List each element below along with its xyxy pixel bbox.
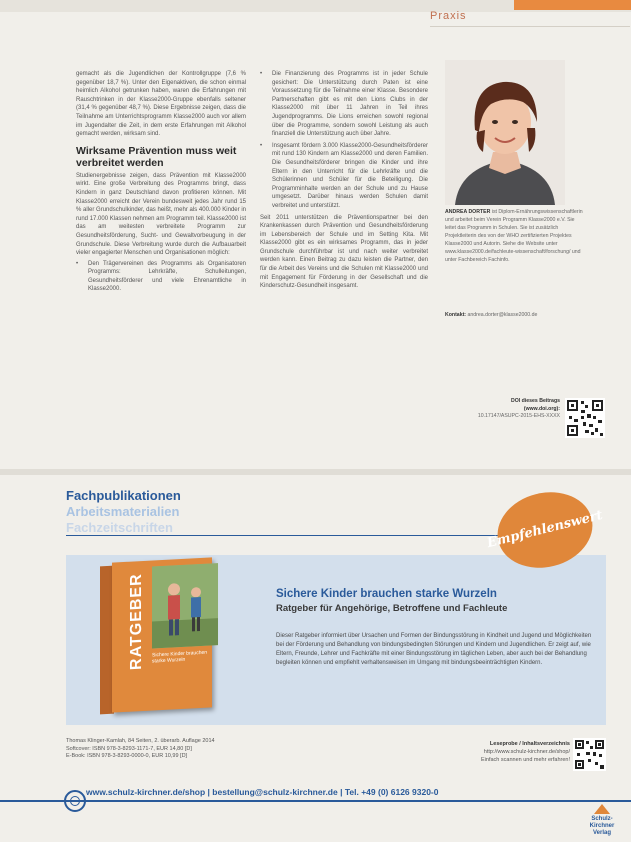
email-link[interactable]: bestellung@schulz-kirchner.de — [212, 787, 338, 797]
ad-subtitle: Ratgeber für Angehörige, Betroffene und Fachleute — [276, 603, 508, 614]
reading-sample-note: Einfach scannen und mehr erfahren! — [481, 757, 570, 763]
reading-sample-url[interactable]: http://www.schulz-kirchner.de/shop/ — [483, 749, 570, 755]
ad-rule — [66, 535, 548, 536]
doi-block — [460, 398, 560, 421]
paragraph: Studienergebnisse zeigen, dass Prävention mit Klasse2000 wirkt. Eine große Verbreitung des Programms bringt, dass Kindern in ganz Deutschland davon profitieren können. Mit Klasse2000 erreicht der Verein bundesweit jedes Jahr rund 15 % aller Grundschulkinder, das heißt, mehr als 400.000 Kinder in rund 17.000 Klassen nehmen am Programm teil. Klasse2000 ist das am weitesten verbreitete Programm zur Gesundheitsförderung, Sucht- und Gewaltvorbeugung in der Grundschule. Diese Verbreitung wurde durch die Aufbauarbeit vieler engagierter Menschen und Organisationen möglich: — [76, 172, 246, 257]
article-column-middle — [260, 70, 428, 293]
badge-text: Empfehlenswert — [485, 507, 605, 552]
pub-line: Thomas Klinger-Kamlah, 84 Seiten, 2. überarb. Auflage 2014 — [66, 738, 215, 744]
list-item: • Insgesamt fördern 3.000 Klasse2000-Gesundheitsförderer mit rund 130 Kindern am Klasse2000 und deren Familien. Die Gesundheitsförderer bringen die Kinder und ihre Eltern in den Unterricht für die Lehrkräfte und die Schülerinnen und Schüler für die Beteiligung. Die Programminhalte werden an der Schule und zu Hause umgesetzt. Darüber hinaus werden Schulen damit verbreitet und unterstützt. — [260, 142, 428, 211]
pub-line: Softcover: ISBN 978-3-8293-1171-7, EUR 14,80 [D] — [66, 745, 192, 752]
reading-sample-title: Leseprobe / Inhaltsverzeichnis — [489, 741, 570, 747]
qr-code-doi[interactable] — [565, 398, 605, 438]
qr-code-sample[interactable] — [573, 738, 606, 771]
ad-category: Fachzeitschriften — [66, 520, 173, 535]
section-rule — [430, 26, 630, 27]
phone-number: Tel. +49 (0) 6126 9320-0 — [344, 787, 439, 797]
book-cover[interactable] — [100, 560, 240, 720]
order-footer — [86, 786, 606, 798]
book-front — [112, 557, 212, 712]
paragraph: Seit 2011 unterstützen die Präventionspartner bei den Krankenkassen durch Prävention und Gesundheitsförderung im Lebensbereich der Schule und im Setting Kita. Mit Klasse2000 gibt es ein wirksames Programm, das in jeder Grundschule durchführbar ist und nach weiter verbreitet werden kann. Einen Beitrag zu dazu leisten die Partner, den für die Arbeit des Vereins und die Schulen mit Klasse2000 und mit Engagement für Förderung in der Gesellschaft und die Kinderschutz-Gesundheit insgesamt. — [260, 214, 428, 290]
section-heading: Wirksame Prävention muss weit verbreitet werden — [76, 144, 237, 169]
footer-separator: | — [337, 787, 345, 797]
footer-rule — [0, 800, 631, 802]
doi-value: 10.17147/ASUPC-2015-EHS-XXXX — [477, 413, 560, 419]
doi-title: DOI dieses Beitrags — [510, 398, 560, 404]
publisher-logo — [582, 804, 622, 837]
book-subtitle: Sichere Kinder brauchen starke Wurzeln — [152, 649, 208, 665]
children-photo — [152, 563, 218, 648]
doi-url[interactable]: (www.doi.org): — [523, 405, 560, 412]
contact — [445, 312, 585, 318]
author-photo — [445, 60, 565, 205]
book-photo — [152, 563, 218, 648]
ad-categories — [66, 488, 181, 536]
portrait-image — [445, 60, 565, 205]
section-accent-bar — [514, 0, 631, 10]
publication-info — [66, 738, 306, 761]
ad-title: Sichere Kinder brauchen starke Wurzeln — [276, 588, 497, 600]
footer-separator: | — [205, 787, 213, 797]
logo-text: Schulz-Kirchner Verlag — [589, 816, 615, 836]
ad-category: Fachpublikationen — [66, 488, 181, 503]
pub-line: E-Book: ISBN 978-3-8293-0000-0, EUR 10,99 [D] — [66, 753, 188, 760]
list-item: • Die Finanzierung des Programms ist in jeder Schule gesichert: Die Unterstützung durch Paten ist eine Voraussetzung für die Teilnahme einer Klasse. Besondere Partnerschaften gibt es mit den Lions Clubs in der Klasse2000 mit über 11 Jahren in Teil ihres Jugendprogramms. Die Lions erreichen sowohl regional über die Programme, sondern sowohl Leistung als auch finanziell die Unterstützung auch über Jahre. — [260, 70, 428, 139]
ad-category: Arbeitsmaterialien — [66, 504, 180, 519]
ad-description: Dieser Ratgeber informiert über Ursachen und Formen der Bindungsstörung in Kindheit und Jugend und Möglichkeiten bei der Förderung und Behandlung von bindungsbedingten Störungen und Kindern und Jugendlichen. Er zeigt auf, wie Eltern, Freunde, Lehrer und Fachkräfte mit einer Bindungsstörung im täglichen Leben, aber auch bei der Behandlung begleiten können und empfiehlt verhaltensweisen im Umgang mit bindungsbeeinträchtigten Kindern. — [276, 633, 592, 666]
author-bio-text: ist Diplom-Ernährungswissenschaftlerin und arbeitet beim Verein Programm Klasse2000 e.V. Sie leitet das Programm in Schulen. Sie ist zusätzlich Projektleiterin des von der WHO zertifizierten Projektes Klasse2000 und Autorin. Siehe die Website unter www.klasse2000.de/fachleute-wissenschaft/forschung/ und unter Fachbereich Fachinfo. — [445, 209, 583, 263]
shop-link[interactable]: www.schulz-kirchner.de/shop — [86, 787, 206, 797]
contact-email[interactable]: andrea.dorter@klasse2000.de — [467, 312, 538, 318]
qr-code-icon — [573, 738, 606, 771]
contact-label: Kontakt: — [445, 312, 467, 318]
book-series-title: RATGEBER — [128, 572, 145, 671]
logo-icon — [594, 804, 610, 814]
ad-divider — [0, 469, 631, 475]
paragraph: gemacht als die Jugendlichen der Kontrollgruppe (7,6 % gegenüber 18,7 %). Unter den Eigenaktiven, die schon einmal heimlich Alkohol getrunken haben, waren die Erfahrungen mit Rauschtrinken in der Klasse2000-Gruppe ebenfalls seltener (31,4 % gegenüber 48,7 %). Diese Ergebnisse zeigen, dass die Teilnahme am Unterrichtsprogramm Klasse2000 auch vor allem im Jugendalter die Zeit, in dem erste Erfahrungen mit Alkohol gemacht werden, wirksam sind. — [76, 71, 246, 138]
bullet-list — [76, 260, 246, 294]
qr-code-icon — [565, 398, 605, 438]
section-label: Praxis — [430, 10, 467, 22]
author-bio — [445, 208, 585, 264]
reading-sample — [400, 740, 570, 764]
list-item: • Den Trägervereinen des Programms als Organisatoren Programms: Lehrkräfte, Schulleitungen, Gesundheitsförderer und viele Ehrenamtliche in Klasse2000. — [76, 260, 246, 294]
author-name: ANDREA DORTER — [445, 209, 491, 215]
article-column-left — [76, 70, 246, 297]
bullet-list — [260, 70, 428, 211]
